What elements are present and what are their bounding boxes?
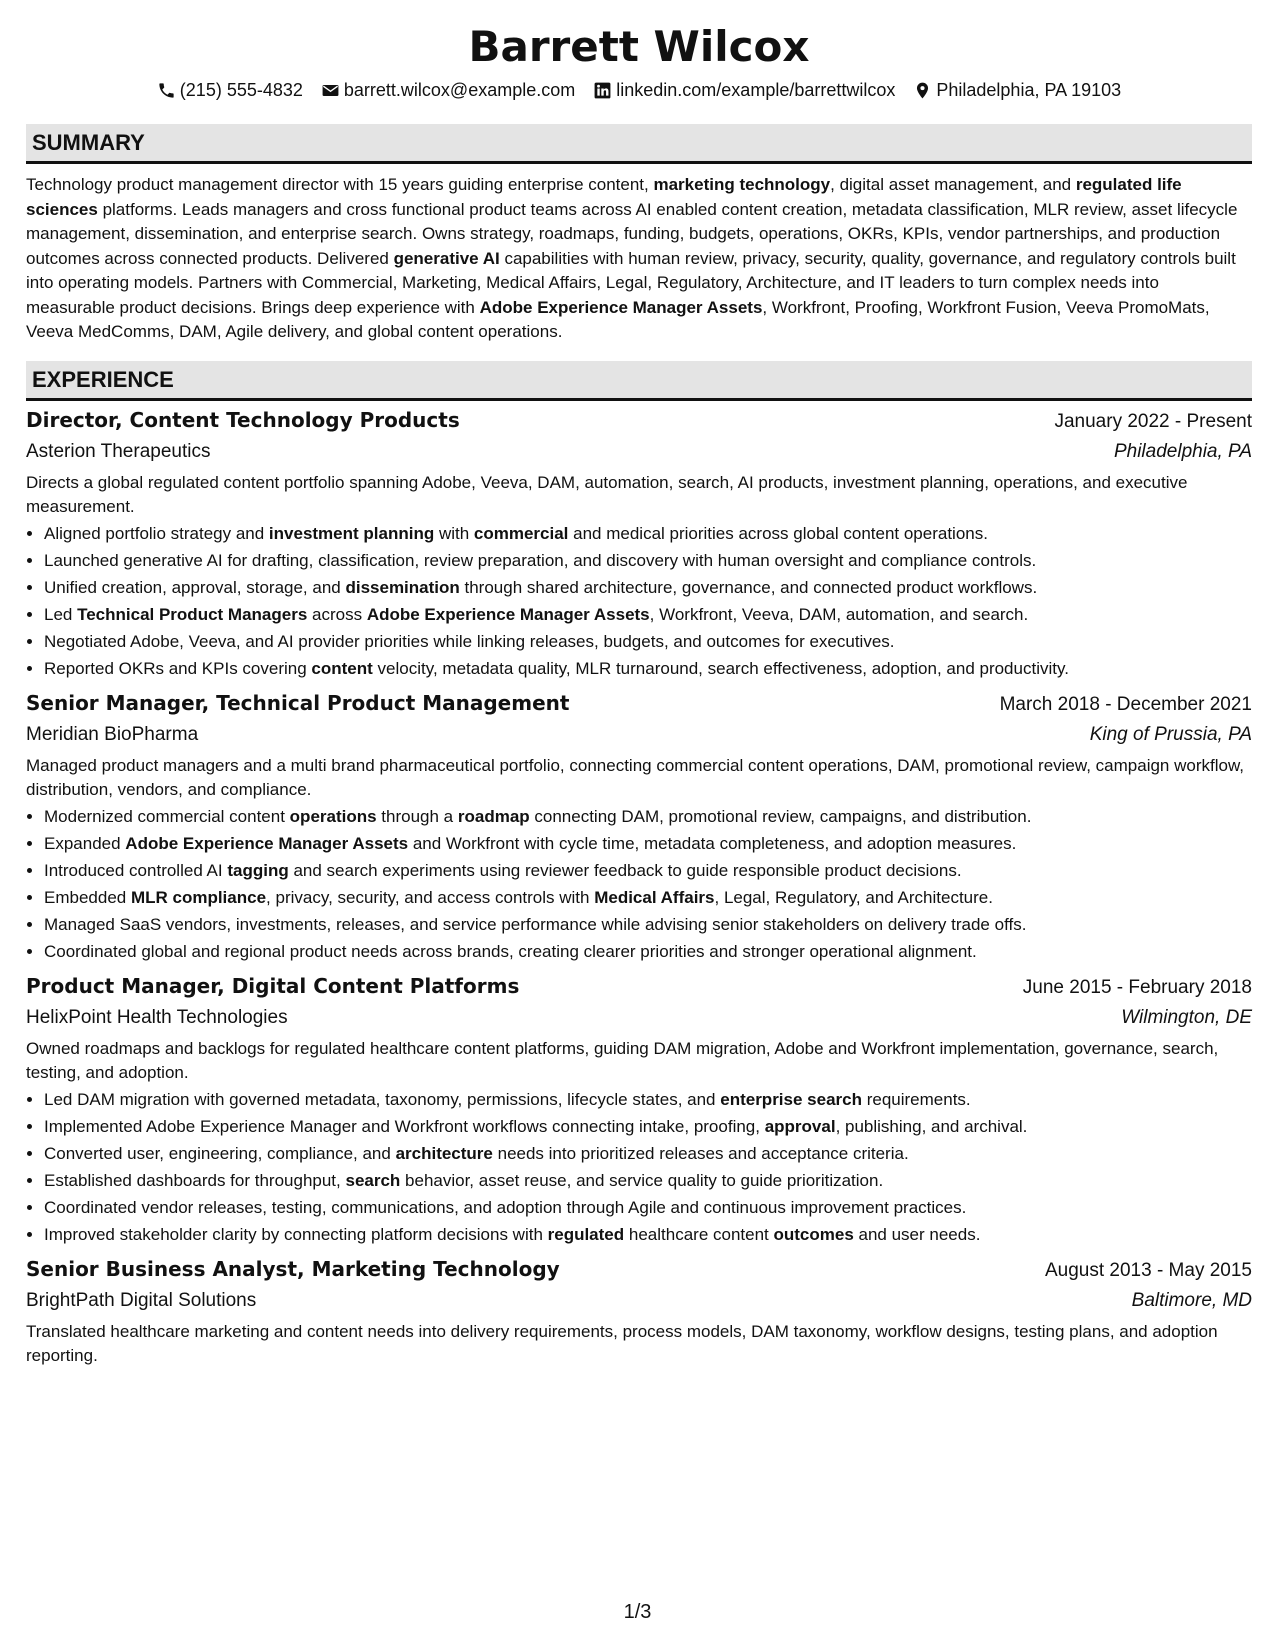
job-title-row <box>26 405 1252 437</box>
bold-keyword: Adobe Experience Manager Assets <box>125 833 409 853</box>
list-item <box>44 803 1252 830</box>
text-segment: across <box>307 604 367 624</box>
bold-keyword: generative AI <box>393 248 500 268</box>
bold-keyword: Technical Product Managers <box>77 604 308 624</box>
contact-phone[interactable] <box>157 78 303 102</box>
job-company-row <box>26 1003 1252 1033</box>
job-title-row <box>26 688 1252 720</box>
location-text: Philadelphia, PA 19103 <box>936 80 1122 100</box>
text-segment: Established dashboards for throughput, <box>44 1170 346 1190</box>
job-dates: March 2018 - December 2021 <box>999 693 1252 715</box>
experience-heading: EXPERIENCE <box>26 361 1252 401</box>
text-segment: connecting DAM, promotional review, campaigns, and distribution. <box>529 806 1032 826</box>
job-description: Translated healthcare marketing and content needs into delivery requirements, process models, DAM taxonomy, workflow designs, testing plans, and adoption reporting. <box>26 1321 1218 1365</box>
list-item <box>44 520 1252 547</box>
experience-list <box>26 405 1252 1369</box>
text-segment: , Workfront, Proofing, Workfront Fusion, Veeva PromoMats, Veeva MedComms, DAM, Agile delivery, and global content operations. <box>26 297 1210 341</box>
list-item <box>44 884 1252 911</box>
bold-keyword: investment planning <box>268 523 435 543</box>
job-location: Baltimore, MD <box>1131 1289 1252 1311</box>
job-company-row <box>26 1286 1252 1316</box>
job-description: Managed product managers and a multi brand pharmaceutical portfolio, connecting commercial content operations, DAM, promotional review, campaign workflow, distribution, vendors, and compliance. <box>26 755 1245 799</box>
job-dates: June 2015 - February 2018 <box>1022 976 1252 998</box>
job-company: BrightPath Digital Solutions <box>26 1289 257 1311</box>
bold-keyword: Medical Affairs <box>594 887 715 907</box>
list-item <box>44 628 1252 655</box>
bold-keyword: approval <box>764 1116 836 1136</box>
text-segment: , Legal, Regulatory, and Architecture. <box>714 887 993 907</box>
text-segment: Converted user, engineering, compliance, and <box>44 1143 396 1163</box>
job-dates: January 2022 - Present <box>1054 410 1252 432</box>
list-item <box>44 1167 1252 1194</box>
list-item <box>44 1113 1252 1140</box>
job-dates: August 2013 - May 2015 <box>1044 1259 1252 1281</box>
text-segment: velocity, metadata quality, MLR turnaround, search effectiveness, adoption, and productivity. <box>372 658 1069 678</box>
text-segment: Led DAM migration with governed metadata, taxonomy, permissions, lifecycle states, and <box>44 1089 721 1109</box>
text-segment: Managed SaaS vendors, investments, releases, and service performance while advising senior stakeholders on delivery trade offs. <box>44 914 1027 934</box>
job-title: Product Manager, Digital Content Platforms <box>26 973 520 998</box>
job-description: Owned roadmaps and backlogs for regulated healthcare content platforms, guiding DAM migration, Adobe and Workfront implementation, governance, search, testing, and adoption. <box>26 1038 1219 1082</box>
job-title-row <box>26 1254 1252 1286</box>
contact-email[interactable] <box>321 78 575 102</box>
text-segment: Launched generative AI for drafting, classification, review preparation, and discovery with human oversight and compliance controls. <box>44 550 1037 570</box>
list-item <box>44 547 1252 574</box>
linkedin-text: linkedin.com/example/barrettwilcox <box>616 80 896 100</box>
bold-keyword: outcomes <box>773 1224 854 1244</box>
job-title: Senior Business Analyst, Marketing Technology <box>26 1256 560 1281</box>
text-segment: and Workfront with cycle time, metadata completeness, and adoption measures. <box>408 833 1017 853</box>
job-company-row <box>26 437 1252 467</box>
text-segment: with <box>434 523 474 543</box>
envelope-icon <box>321 81 340 100</box>
bold-keyword: marketing technology <box>653 175 831 194</box>
bold-keyword: Adobe Experience Manager Assets <box>366 604 650 624</box>
summary-text <box>26 173 1252 345</box>
text-segment: Modernized commercial content <box>44 806 290 826</box>
text-segment: Technology product management director with 15 years guiding enterprise content, <box>26 175 654 194</box>
text-segment: Implemented Adobe Experience Manager and Workfront workflows connecting intake, proofing, <box>44 1116 765 1136</box>
text-segment: , publishing, and archival. <box>835 1116 1028 1136</box>
job-company-row <box>26 720 1252 750</box>
bold-keyword: enterprise search <box>720 1089 862 1109</box>
bold-keyword: architecture <box>395 1143 493 1163</box>
text-segment: Coordinated global and regional product needs across brands, creating clearer priorities and stronger operational alignment. <box>44 941 977 961</box>
text-segment: Aligned portfolio strategy and <box>44 523 269 543</box>
job-company: HelixPoint Health Technologies <box>26 1006 288 1028</box>
bold-keyword: operations <box>289 806 377 826</box>
job-company: Asterion Therapeutics <box>26 440 211 462</box>
job-company: Meridian BioPharma <box>26 723 199 745</box>
list-item <box>44 1140 1252 1167</box>
text-segment: requirements. <box>861 1089 971 1109</box>
text-segment: and medical priorities across global content operations. <box>568 523 988 543</box>
contact-linkedin[interactable] <box>593 78 895 102</box>
text-segment: , privacy, security, and access controls with <box>266 887 595 907</box>
text-segment: , digital asset management, and <box>830 175 1076 194</box>
bold-keyword: regulated <box>547 1224 625 1244</box>
job-title: Director, Content Technology Products <box>26 407 460 432</box>
phone-icon <box>157 81 176 100</box>
bold-keyword: dissemination <box>345 577 460 597</box>
bold-keyword: search <box>345 1170 401 1190</box>
list-item <box>44 601 1252 628</box>
linkedin-icon <box>593 81 612 100</box>
list-item <box>44 911 1252 938</box>
summary-heading: SUMMARY <box>26 124 1252 164</box>
resume-page <box>26 22 1252 1369</box>
text-segment: platforms. Leads managers and cross functional product teams across AI enabled content creation, metadata classification, MLR review, asset lifecycle management, dissemination, and enterprise search. Owns strategy, roadmaps, funding, budgets, operations, OKRs, KPIs, vendor partnerships, and production outcomes across connected products. Delivered <box>26 199 1238 268</box>
text-segment: and user needs. <box>853 1224 981 1244</box>
bold-keyword: Adobe Experience Manager Assets <box>479 297 763 317</box>
map-pin-icon <box>913 81 932 100</box>
text-segment: capabilities with human review, privacy, security, quality, governance, and regulatory controls built into operating models. Partners with Commercial, Marketing, Medical Affairs, Legal, Regulatory, Architecture, and IT leaders to turn complex needs into measurable product decisions. Brings deep experience with <box>26 248 1236 317</box>
phone-text: (215) 555-4832 <box>179 80 303 100</box>
list-item <box>44 857 1252 884</box>
job-bullets <box>26 520 1252 682</box>
email-text: barrett.wilcox@example.com <box>343 80 576 100</box>
list-item <box>44 830 1252 857</box>
bold-keyword: regulated life sciences <box>26 175 1182 219</box>
text-segment: Reported OKRs and KPIs covering <box>44 658 312 678</box>
list-item <box>44 1194 1252 1221</box>
text-segment: through shared architecture, governance, and connected product workflows. <box>459 577 1038 597</box>
text-segment: Led <box>44 604 78 624</box>
text-segment: Improved stakeholder clarity by connecting platform decisions with <box>44 1224 548 1244</box>
list-item <box>44 574 1252 601</box>
job-entry <box>26 971 1252 1248</box>
candidate-name: Barrett Wilcox <box>468 22 810 71</box>
job-location: Philadelphia, PA <box>1113 440 1252 462</box>
text-segment: through a <box>376 806 458 826</box>
page-number: 1/3 <box>623 1601 652 1623</box>
job-location: King of Prussia, PA <box>1089 723 1252 745</box>
job-bullets <box>26 803 1252 965</box>
text-segment: and search experiments using reviewer feedback to guide responsible product decisions. <box>288 860 962 880</box>
text-segment: Unified creation, approval, storage, and <box>44 577 346 597</box>
contact-location <box>913 78 1121 102</box>
list-item <box>44 938 1252 965</box>
text-segment: Embedded <box>44 887 131 907</box>
bold-keyword: content <box>311 658 373 678</box>
job-entry <box>26 405 1252 682</box>
list-item <box>44 655 1252 682</box>
list-item <box>44 1221 1252 1248</box>
text-segment: Introduced controlled AI <box>44 860 228 880</box>
job-title-row <box>26 971 1252 1003</box>
job-entry <box>26 688 1252 965</box>
list-item <box>44 1086 1252 1113</box>
bold-keyword: roadmap <box>457 806 530 826</box>
text-segment: behavior, asset reuse, and service quality to guide prioritization. <box>400 1170 884 1190</box>
text-segment: Coordinated vendor releases, testing, communications, and adoption through Agile and continuous improvement practices. <box>44 1197 967 1217</box>
text-segment: Expanded <box>44 833 126 853</box>
job-description: Directs a global regulated content portfolio spanning Adobe, Veeva, DAM, automation, search, AI products, investment planning, operations, and executive measurement. <box>26 472 1188 516</box>
text-segment: , Workfront, Veeva, DAM, automation, and search. <box>649 604 1029 624</box>
bold-keyword: MLR compliance <box>130 887 267 907</box>
job-bullets <box>26 1086 1252 1248</box>
contact-bar <box>26 78 1252 102</box>
job-entry <box>26 1254 1252 1369</box>
bold-keyword: commercial <box>473 523 569 543</box>
text-segment: healthcare content <box>624 1224 774 1244</box>
text-segment: Negotiated Adobe, Veeva, and AI provider priorities while linking releases, budgets, and outcomes for executives. <box>44 631 895 651</box>
text-segment: needs into prioritized releases and acceptance criteria. <box>492 1143 909 1163</box>
bold-keyword: tagging <box>227 860 289 880</box>
job-location: Wilmington, DE <box>1121 1006 1252 1028</box>
job-title: Senior Manager, Technical Product Management <box>26 690 570 715</box>
